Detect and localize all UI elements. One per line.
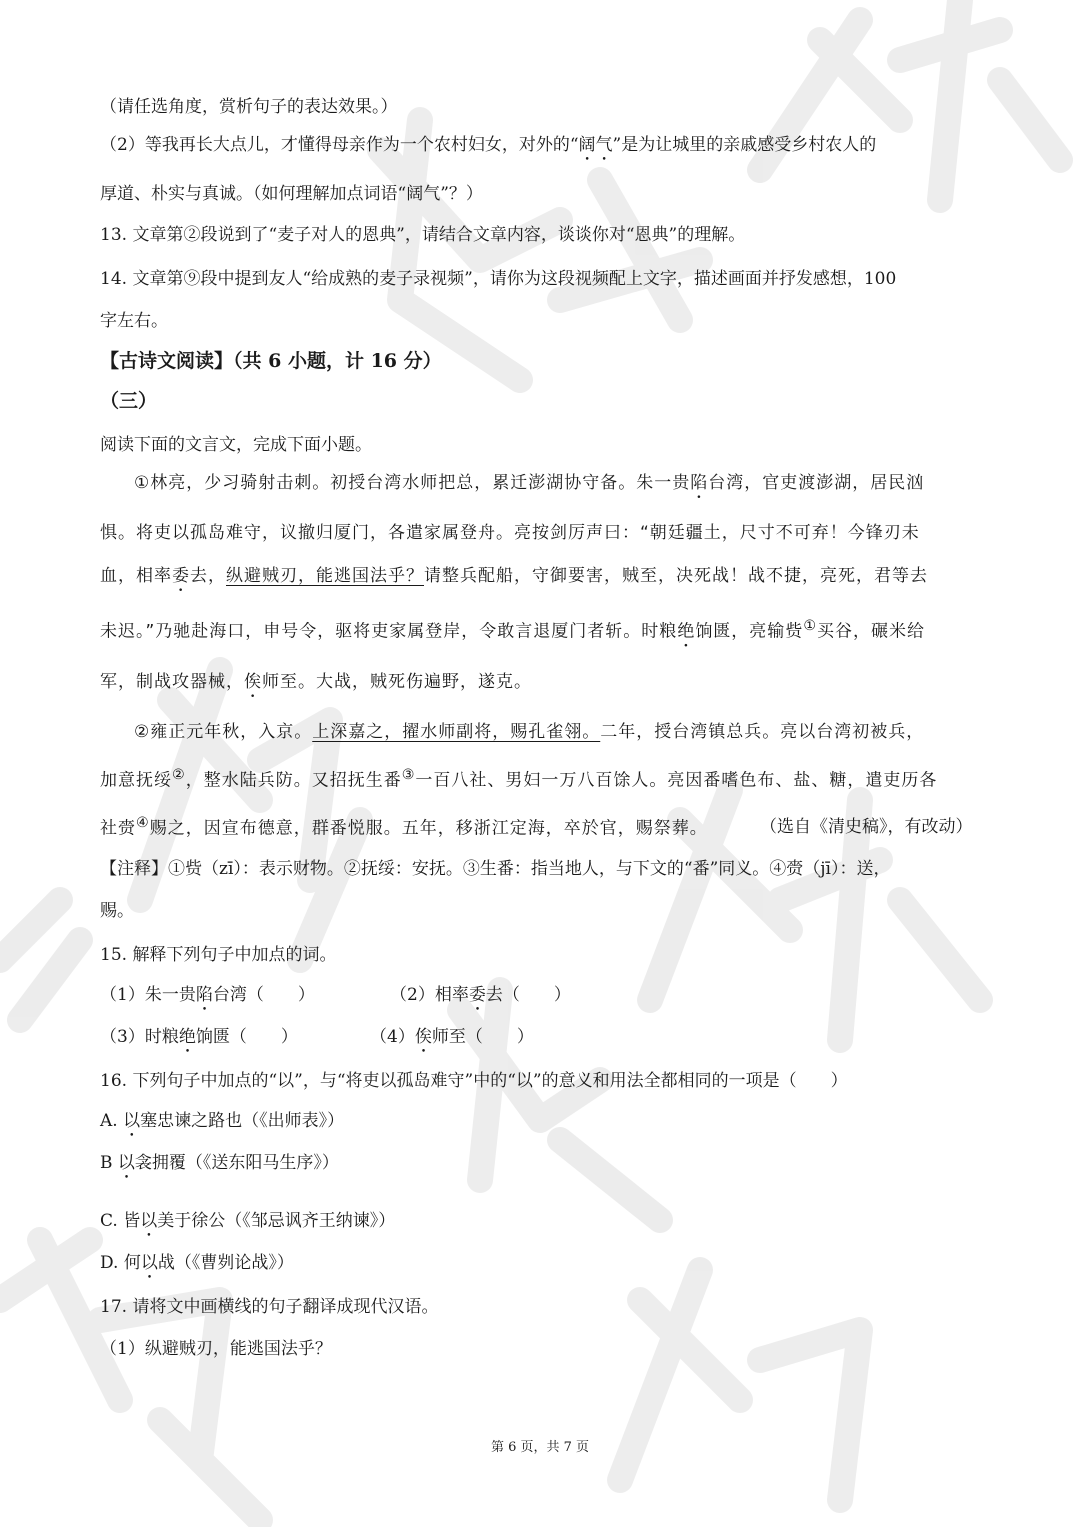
question-17-item-1: （1）纵避贼刃，能逃国法乎？ [100, 1339, 332, 1359]
question-16-title: 16. 下列句子中加点的“以”，与“将吏以孤岛难守”中的“以”的意义和用法全都相同的一项是（ ） [100, 1071, 848, 1091]
section-heading: 【古诗文阅读】（共 6 小题，计 16 分） [100, 350, 442, 372]
underlined-sentence-1: 纵避贼刃，能逃国法乎？ [226, 566, 424, 586]
classical-passage [100, 470, 984, 842]
q12-item-2: （2）等我再长大点儿，才懂得母亲作为一个农村妇女，对外的“阔气”是为让城里的亲戚感受乡村农人的 厚道、朴实与真诚。（如何理解加点词语“阔气”？） [100, 135, 877, 204]
question-15-item-3: （3）时粮绝饷匮（ ） [100, 1027, 298, 1047]
question-15-item-2: （2）相率委去（ ） [390, 985, 571, 1005]
page-footer: 第 6 页，共 7 页 [490, 1440, 590, 1455]
question-16-option-b: B 以衾拥覆（《送东阳马生序》） [100, 1153, 339, 1173]
question-16-option-c: C. 皆以美于徐公（《邹忌讽齐王纳谏》） [100, 1211, 396, 1231]
passage-source: （选自《清史稿》，有改动） [760, 817, 973, 837]
underlined-sentence-2: 上深嘉之，擢水师副将，赐孔雀翎。 [312, 721, 601, 742]
question-13: 13. 文章第②段说到了“麦子对人的恩典”，请结合文章内容，谈谈你对“恩典”的理解。 [100, 225, 746, 245]
question-17-title: 17. 请将文中画横线的句子翻译成现代汉语。 [100, 1297, 439, 1317]
annotations: 【注释】①赀（zī）：表示财物。②抚绥：安抚。③生番：指当地人，与下文的“番”同义。④赍（jī）：送， 赐。 [100, 859, 891, 921]
question-16-option-a: A. 以塞忠谏之路也（《出师表》） [100, 1111, 345, 1131]
passage-paragraph-1: ①林亮，少习骑射击刺。初授台湾水师把总，累迁澎湖协守备。朱一贵陷台湾，官吏渡澎湖，居民汹 惧。将吏以孤岛难守，议撤归厦门，各遣家属登舟。亮按剑厉声曰：“朝廷疆土，尺寸不可弃！今锋刃未 血，相率委去，纵避贼刃，能逃国法乎？请整兵配船，守御要害，贼至，决死战！战不捷，亮死，君等去 未迟。”乃驰赴海口，申号令，驱将吏家属登岸，令敢言退厦门者斩。时粮绝饷匮，亮输赀①买谷，碾米给 军，制战攻器械，俟师至。大战，贼死伤遍野，遂克。 [100, 473, 928, 692]
instruction: 阅读下面的文言文，完成下面小题。 [100, 435, 372, 455]
question-16-option-d: D. 何以战（《曹刿论战》） [100, 1253, 294, 1273]
question-15-title: 15. 解释下列句子中加点的词。 [100, 945, 337, 965]
question-15-item-1: （1）朱一贵陷台湾（ ） [100, 985, 315, 1005]
question-14: 14. 文章第⑨段中提到友人“给成熟的麦子录视频”，请你为这段视频配上文字，描述画面并抒发感想，100 字左右。 [100, 269, 897, 331]
q12-prompt-tail: （请任选角度，赏析句子的表达效果。） [100, 97, 398, 117]
footnote-ref: ① [803, 618, 818, 634]
passage-paragraph-2: ②雍正元年秋，入京。上深嘉之，擢水师副将，赐孔雀翎。二年，授台湾镇总兵。亮以台湾初被兵， 加意抚绥②，整水陆兵防。又招抚生番③一百八社、男妇一万八百馀人。亮因番嗜色布、盐、糖，遣吏历各 社赍④赐之，因宣布德意，群番悦服。五年，移浙江定海，卒於官，赐祭葬。 [100, 721, 938, 839]
question-15-item-4: （4）俟师至（ ） [370, 1027, 534, 1047]
sub-heading: （三） [100, 390, 158, 412]
dotted-word: 阔气 [578, 135, 613, 155]
